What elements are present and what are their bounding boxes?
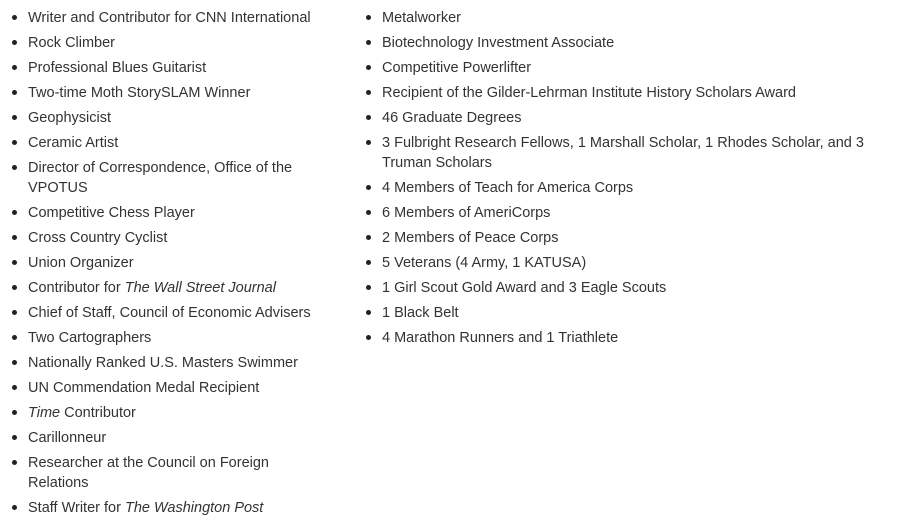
text-segment: 46 Graduate Degrees <box>382 110 522 126</box>
list-item-text <box>382 180 633 196</box>
bullet-icon <box>12 360 17 365</box>
text-segment: Competitive Chess Player <box>28 205 195 221</box>
bullet-icon <box>12 410 17 415</box>
text-segment: Two Cartographers <box>28 330 152 346</box>
list-item <box>366 278 911 298</box>
text-segment: Staff Writer for <box>28 500 125 516</box>
text-segment: Carillonneur <box>28 430 107 446</box>
list-item-text <box>28 500 263 516</box>
list-item-text <box>28 455 269 491</box>
list-item <box>12 328 322 348</box>
text-segment: Rock Climber <box>28 35 116 51</box>
bullet-icon <box>366 185 371 190</box>
list-item <box>12 253 322 273</box>
list-item <box>366 328 911 348</box>
list-item <box>12 378 322 398</box>
list-item <box>12 133 322 153</box>
bullet-icon <box>366 90 371 95</box>
list-item-text <box>382 255 586 271</box>
list-item <box>12 228 322 248</box>
bullet-icon <box>366 260 371 265</box>
list-item-text <box>382 35 614 51</box>
list-item <box>12 108 322 128</box>
list-item <box>12 203 322 223</box>
list-item <box>12 278 322 298</box>
list-item <box>366 108 911 128</box>
list-item <box>12 403 322 423</box>
italic-title: Time <box>28 405 61 421</box>
list-item <box>366 133 911 173</box>
text-segment: Competitive Powerlifter <box>382 60 532 76</box>
bullet-icon <box>12 335 17 340</box>
list-item-text <box>382 110 521 126</box>
bullet-icon <box>12 460 17 465</box>
list-item-text <box>28 205 195 221</box>
text-segment: Chief of Staff, Council of Economic Advisers <box>28 305 311 321</box>
list-item <box>12 453 322 493</box>
text-segment: 1 Black Belt <box>382 305 459 321</box>
bullet-icon <box>366 235 371 240</box>
bullet-icon <box>12 90 17 95</box>
list-item <box>12 33 322 53</box>
bullet-icon <box>366 40 371 45</box>
list-item <box>366 303 911 323</box>
list-item-text <box>382 85 796 101</box>
bullet-icon <box>12 310 17 315</box>
bullet-icon <box>12 435 17 440</box>
list-item-text <box>382 60 531 76</box>
list-item <box>12 498 322 518</box>
list-item-text <box>28 10 311 26</box>
text-segment: Cross Country Cyclist <box>28 230 168 246</box>
text-segment: Contributor for <box>28 280 125 296</box>
bullet-icon <box>366 285 371 290</box>
list-item-text <box>28 330 151 346</box>
bullet-icon <box>12 235 17 240</box>
bullet-icon <box>12 165 17 170</box>
bullet-icon <box>366 335 371 340</box>
list-item <box>366 228 911 248</box>
bullet-icon <box>12 285 17 290</box>
list-item <box>366 33 911 53</box>
list-item <box>12 158 322 198</box>
list-item-text <box>28 355 298 371</box>
text-segment: Director of Correspondence, Office of the VPOTUS <box>28 160 293 196</box>
list-item <box>12 8 322 28</box>
text-segment: Ceramic Artist <box>28 135 119 151</box>
list-item <box>12 353 322 373</box>
italic-title: The Wall Street Journal <box>124 280 276 296</box>
list-item-text <box>382 230 559 246</box>
text-segment: Metalworker <box>382 10 461 26</box>
text-segment: Professional Blues Guitarist <box>28 60 207 76</box>
list-item <box>366 83 911 103</box>
bullet-icon <box>366 140 371 145</box>
text-segment: 2 Members of Peace Corps <box>382 230 559 246</box>
list-item-text <box>28 405 136 421</box>
bullet-icon <box>12 115 17 120</box>
bullet-icon <box>12 140 17 145</box>
list-item-text <box>28 230 167 246</box>
text-segment: 1 Girl Scout Gold Award and 3 Eagle Scouts <box>382 280 667 296</box>
bullet-icon <box>366 210 371 215</box>
list-item-text <box>28 160 292 196</box>
text-segment: Researcher at the Council on Foreign Relations <box>28 455 269 491</box>
list-item-text <box>28 305 311 321</box>
list-item <box>12 428 322 448</box>
bullet-icon <box>12 385 17 390</box>
list-item <box>366 203 911 223</box>
list-item <box>366 58 911 78</box>
list-item-text <box>382 135 864 171</box>
list-item-text <box>28 110 111 126</box>
text-segment: Biotechnology Investment Associate <box>382 35 615 51</box>
text-segment: Contributor <box>60 405 136 421</box>
text-segment: Recipient of the Gilder-Lehrman Institute History Scholars Award <box>382 85 796 101</box>
bullet-icon <box>366 65 371 70</box>
list-item <box>12 58 322 78</box>
text-segment: 3 Fulbright Research Fellows, 1 Marshall Scholar, 1 Rhodes Scholar, and 3 Truman Scholars <box>382 135 864 171</box>
left-bullet-list <box>12 8 322 522</box>
bullet-icon <box>12 40 17 45</box>
text-segment: 4 Marathon Runners and 1 Triathlete <box>382 330 619 346</box>
text-segment: Union Organizer <box>28 255 134 271</box>
list-item-text <box>28 380 259 396</box>
list-item <box>366 253 911 273</box>
list-item-text <box>382 280 666 296</box>
text-segment: 6 Members of AmeriCorps <box>382 205 551 221</box>
text-segment: Nationally Ranked U.S. Masters Swimmer <box>28 355 298 371</box>
list-item-text <box>382 305 459 321</box>
bullet-icon <box>366 115 371 120</box>
list-item <box>12 303 322 323</box>
italic-title: The Washington Post <box>124 500 264 516</box>
bullet-icon <box>366 310 371 315</box>
text-segment: UN Commendation Medal Recipient <box>28 380 260 396</box>
list-item-text <box>28 280 276 296</box>
list-item-text <box>28 35 115 51</box>
list-item-text <box>382 205 550 221</box>
list-item-text <box>28 60 206 76</box>
list-item-text <box>28 430 106 446</box>
list-item-text <box>382 330 618 346</box>
list-item-text <box>28 85 250 101</box>
text-segment: 4 Members of Teach for America Corps <box>382 180 634 196</box>
bullet-icon <box>12 15 17 20</box>
text-segment: Writer and Contributor for CNN International <box>28 10 311 26</box>
list-item <box>12 83 322 103</box>
list-item-text <box>28 135 118 151</box>
bullet-icon <box>12 210 17 215</box>
text-segment: Two-time Moth StorySLAM Winner <box>28 85 251 101</box>
bullet-icon <box>366 15 371 20</box>
text-segment: 5 Veterans (4 Army, 1 KATUSA) <box>382 255 587 271</box>
list-item-text <box>382 10 461 26</box>
bullet-icon <box>12 505 17 510</box>
list-item-text <box>28 255 134 271</box>
bullet-icon <box>12 65 17 70</box>
list-item <box>366 8 911 28</box>
right-bullet-list <box>366 8 911 353</box>
text-segment: Geophysicist <box>28 110 112 126</box>
list-item <box>366 178 911 198</box>
bullet-icon <box>12 260 17 265</box>
